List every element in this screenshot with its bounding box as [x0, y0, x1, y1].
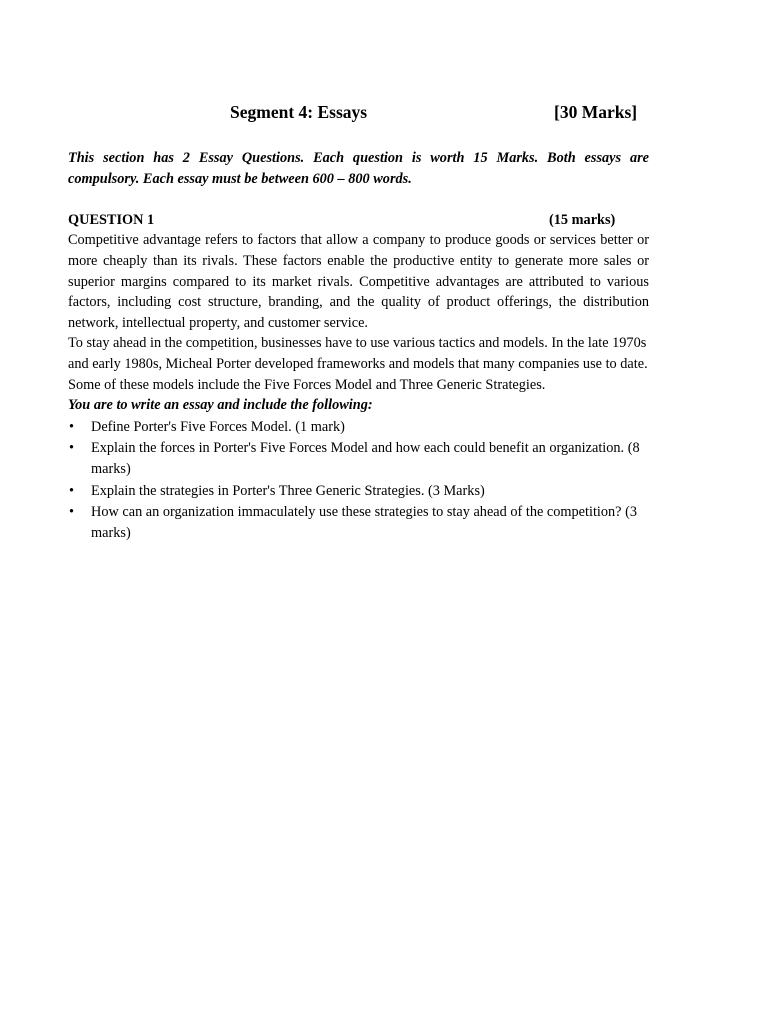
task-intro: You are to write an essay and include the following:: [68, 397, 373, 414]
segment-marks: [30 Marks]: [554, 102, 638, 122]
list-item: [68, 417, 649, 438]
task-text: Explain the strategies in Porter's Three Generic Strategies. (3 Marks): [91, 482, 485, 499]
task-text: Explain the forces in Porter's Five Forces Model and how each could benefit an organization. (8 marks): [91, 440, 640, 477]
bullet-icon: •: [69, 418, 75, 435]
list-item: [68, 481, 649, 502]
segment-content: [68, 148, 649, 543]
question-paragraph-2: To stay ahead in the competition, businesses have to use various tactics and models. In the late 1970s and early 1980s, Micheal Porter developed frameworks and models that many companies use to date. Some of these models include the Five Forces Model and Three Generic Strategies.: [68, 335, 648, 393]
section-instructions: This section has 2 Essay Questions. Each question is worth 15 Marks. Both essays are compulsory. Each essay must be between 600 – 800 words.: [68, 150, 649, 187]
list-item: [68, 502, 649, 543]
bullet-icon: •: [69, 504, 75, 521]
bullet-icon: •: [69, 440, 75, 457]
bullet-icon: •: [69, 482, 75, 499]
question-title: QUESTION 1: [68, 211, 155, 228]
question-marks: (15 marks): [549, 211, 616, 228]
list-item: [68, 438, 649, 479]
task-list: [68, 417, 649, 544]
segment-heading: [0, 102, 768, 126]
task-text: Define Porter's Five Forces Model. (1 mark): [91, 418, 345, 435]
question-paragraph-1: Competitive advantage refers to factors that allow a company to produce goods or services better or more cheaply than its rivals. These factors enable the productive entity to generate more sales or superior margins compared to its market rivals. Competitive advantages are attributed to various factors, including cost structure, branding, and the quality of product offerings, the distribution network, intellectual property, and customer service.: [68, 232, 649, 331]
question-header: [68, 210, 649, 231]
task-text: How can an organization immaculately use these strategies to stay ahead of the competition? (3 marks): [91, 504, 638, 541]
segment-title: Segment 4: Essays: [230, 102, 368, 122]
